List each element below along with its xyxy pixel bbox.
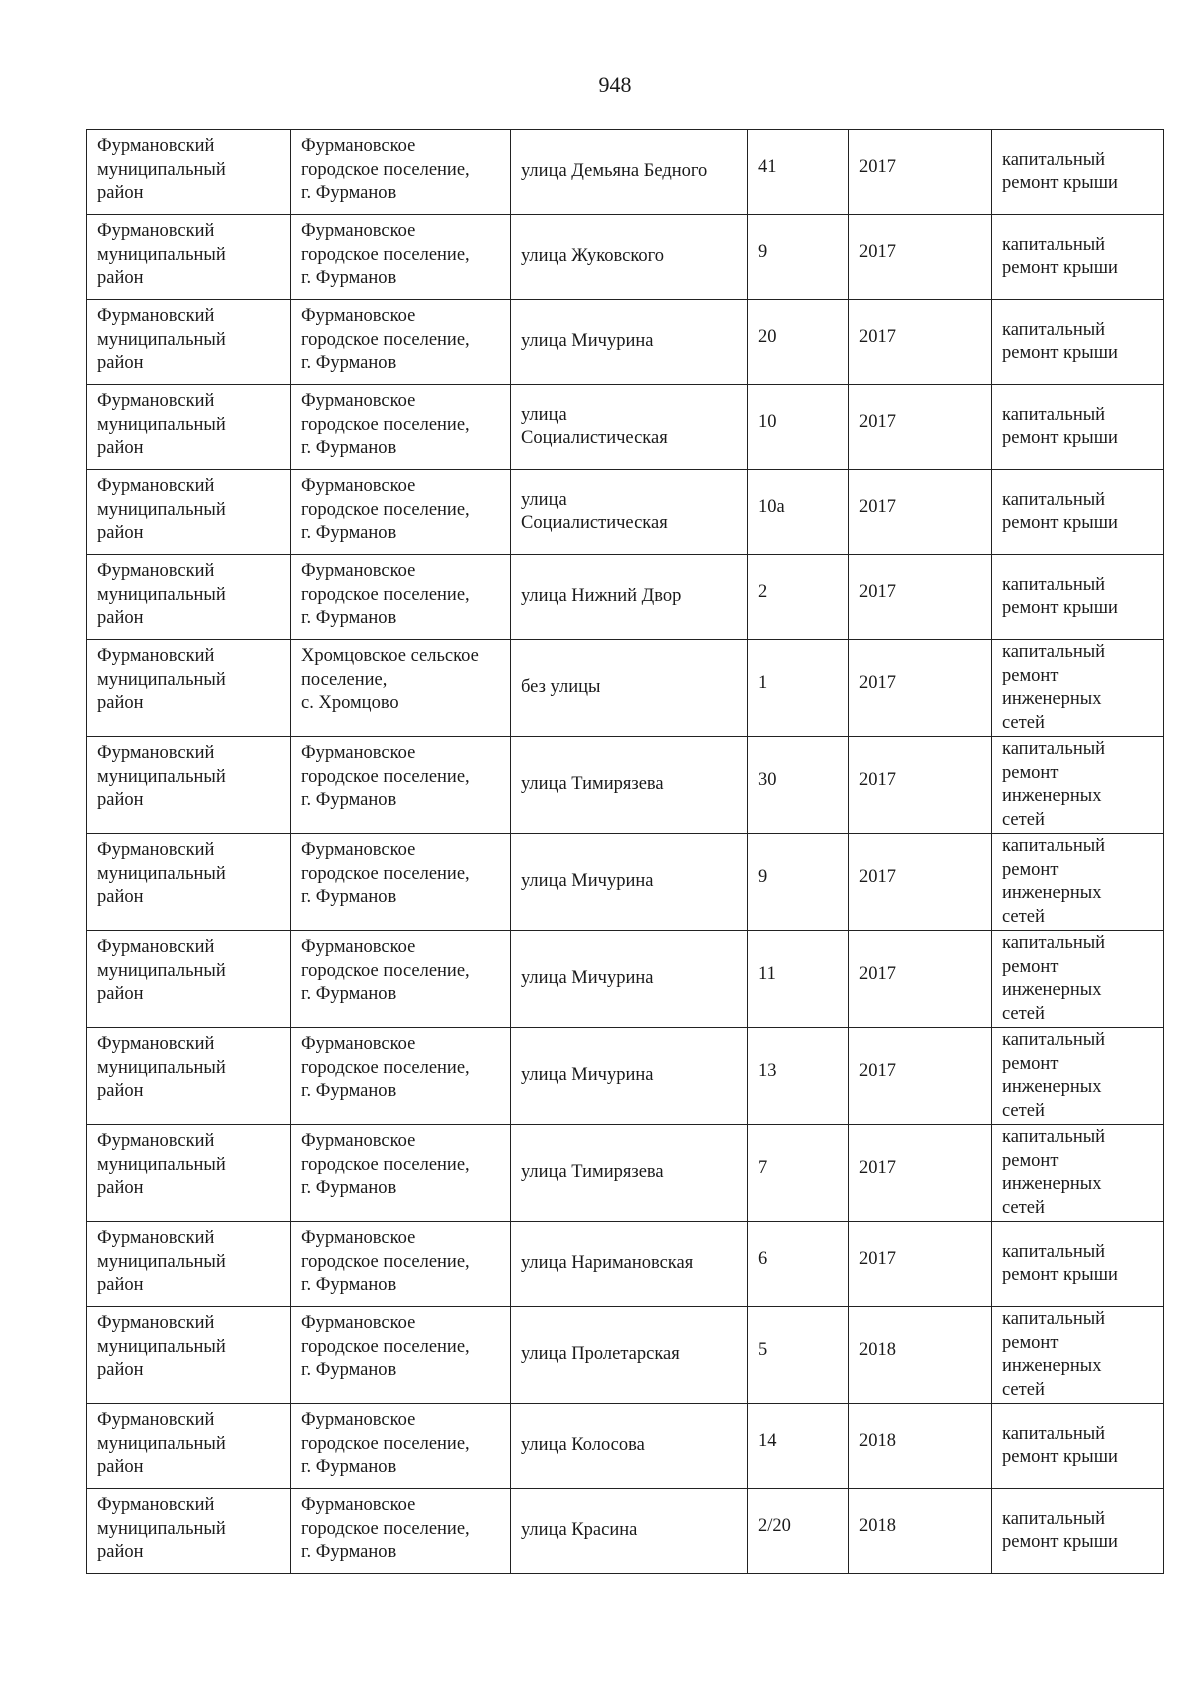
settlement-cell: Хромцовское сельское поселение, с. Хромцово <box>291 640 511 737</box>
table-row <box>87 470 1164 555</box>
district-cell: Фурмановский муниципальный район <box>87 215 291 300</box>
settlement-cell: Фурмановское городское поселение, г. Фурманов <box>291 834 511 931</box>
house-number-cell: 20 <box>748 300 849 385</box>
settlement-cell: Фурмановское городское поселение, г. Фурманов <box>291 1404 511 1489</box>
table-row <box>87 931 1164 1028</box>
work-type-cell: капитальный ремонт крыши <box>992 470 1164 555</box>
district-cell: Фурмановский муниципальный район <box>87 1125 291 1222</box>
page-number: 948 <box>598 72 632 97</box>
settlement-cell: Фурмановское городское поселение, г. Фурманов <box>291 215 511 300</box>
table-row <box>87 130 1164 215</box>
table-row <box>87 300 1164 385</box>
street-cell: улица Мичурина <box>511 300 748 385</box>
settlement-cell: Фурмановское городское поселение, г. Фурманов <box>291 470 511 555</box>
street-cell: улица Нижний Двор <box>511 555 748 640</box>
work-type-cell: капитальный ремонт крыши <box>992 130 1164 215</box>
work-type-cell: капитальный ремонт крыши <box>992 1222 1164 1307</box>
work-type-cell: капитальный ремонт инженерных сетей <box>992 931 1164 1028</box>
district-cell: Фурмановский муниципальный район <box>87 1489 291 1574</box>
year-cell: 2017 <box>849 1028 992 1125</box>
house-number-cell: 41 <box>748 130 849 215</box>
table-row <box>87 1028 1164 1125</box>
table-row <box>87 1307 1164 1404</box>
house-number-cell: 1 <box>748 640 849 737</box>
house-number-cell: 9 <box>748 215 849 300</box>
street-cell: улица Тимирязева <box>511 737 748 834</box>
year-cell: 2018 <box>849 1307 992 1404</box>
table-row <box>87 555 1164 640</box>
work-type-cell: капитальный ремонт инженерных сетей <box>992 640 1164 737</box>
settlement-cell: Фурмановское городское поселение, г. Фурманов <box>291 555 511 640</box>
table-row <box>87 215 1164 300</box>
work-type-cell: капитальный ремонт инженерных сетей <box>992 1307 1164 1404</box>
settlement-cell: Фурмановское городское поселение, г. Фурманов <box>291 1028 511 1125</box>
house-number-cell: 14 <box>748 1404 849 1489</box>
year-cell: 2017 <box>849 130 992 215</box>
district-cell: Фурмановский муниципальный район <box>87 1404 291 1489</box>
house-number-cell: 5 <box>748 1307 849 1404</box>
street-cell: улица Наримановская <box>511 1222 748 1307</box>
house-number-cell: 9 <box>748 834 849 931</box>
house-number-cell: 11 <box>748 931 849 1028</box>
settlement-cell: Фурмановское городское поселение, г. Фурманов <box>291 385 511 470</box>
street-cell: улица Социалистическая <box>511 470 748 555</box>
settlement-cell: Фурмановское городское поселение, г. Фурманов <box>291 1125 511 1222</box>
table-body <box>87 130 1164 1574</box>
year-cell: 2017 <box>849 385 992 470</box>
settlement-cell: Фурмановское городское поселение, г. Фурманов <box>291 1489 511 1574</box>
year-cell: 2017 <box>849 300 992 385</box>
table-row <box>87 1404 1164 1489</box>
work-type-cell: капитальный ремонт крыши <box>992 1489 1164 1574</box>
table-row <box>87 640 1164 737</box>
street-cell: улица Колосова <box>511 1404 748 1489</box>
district-cell: Фурмановский муниципальный район <box>87 834 291 931</box>
district-cell: Фурмановский муниципальный район <box>87 1222 291 1307</box>
work-type-cell: капитальный ремонт крыши <box>992 385 1164 470</box>
district-cell: Фурмановский муниципальный район <box>87 931 291 1028</box>
district-cell: Фурмановский муниципальный район <box>87 130 291 215</box>
street-cell: улица Тимирязева <box>511 1125 748 1222</box>
district-cell: Фурмановский муниципальный район <box>87 737 291 834</box>
year-cell: 2017 <box>849 555 992 640</box>
work-type-cell: капитальный ремонт инженерных сетей <box>992 1028 1164 1125</box>
house-number-cell: 13 <box>748 1028 849 1125</box>
street-cell: улица Социалистическая <box>511 385 748 470</box>
house-number-cell: 10а <box>748 470 849 555</box>
settlement-cell: Фурмановское городское поселение, г. Фурманов <box>291 737 511 834</box>
street-cell: улица Жуковского <box>511 215 748 300</box>
street-cell: улица Мичурина <box>511 931 748 1028</box>
year-cell: 2017 <box>849 215 992 300</box>
table-row <box>87 1125 1164 1222</box>
district-cell: Фурмановский муниципальный район <box>87 470 291 555</box>
work-type-cell: капитальный ремонт инженерных сетей <box>992 834 1164 931</box>
repair-schedule-table <box>86 129 1164 1574</box>
work-type-cell: капитальный ремонт инженерных сетей <box>992 737 1164 834</box>
table-row <box>87 1489 1164 1574</box>
settlement-cell: Фурмановское городское поселение, г. Фурманов <box>291 1222 511 1307</box>
table-row <box>87 834 1164 931</box>
settlement-cell: Фурмановское городское поселение, г. Фурманов <box>291 931 511 1028</box>
settlement-cell: Фурмановское городское поселение, г. Фурманов <box>291 300 511 385</box>
house-number-cell: 2 <box>748 555 849 640</box>
street-cell: улица Мичурина <box>511 834 748 931</box>
year-cell: 2018 <box>849 1404 992 1489</box>
district-cell: Фурмановский муниципальный район <box>87 300 291 385</box>
table-row <box>87 385 1164 470</box>
work-type-cell: капитальный ремонт инженерных сетей <box>992 1125 1164 1222</box>
district-cell: Фурмановский муниципальный район <box>87 640 291 737</box>
street-cell: улица Красина <box>511 1489 748 1574</box>
district-cell: Фурмановский муниципальный район <box>87 555 291 640</box>
year-cell: 2017 <box>849 834 992 931</box>
year-cell: 2017 <box>849 470 992 555</box>
table-row <box>87 1222 1164 1307</box>
work-type-cell: капитальный ремонт крыши <box>992 300 1164 385</box>
year-cell: 2017 <box>849 640 992 737</box>
district-cell: Фурмановский муниципальный район <box>87 385 291 470</box>
street-cell: улица Демьяна Бедного <box>511 130 748 215</box>
house-number-cell: 30 <box>748 737 849 834</box>
house-number-cell: 6 <box>748 1222 849 1307</box>
work-type-cell: капитальный ремонт крыши <box>992 555 1164 640</box>
house-number-cell: 7 <box>748 1125 849 1222</box>
year-cell: 2018 <box>849 1489 992 1574</box>
table-row <box>87 737 1164 834</box>
settlement-cell: Фурмановское городское поселение, г. Фурманов <box>291 130 511 215</box>
house-number-cell: 10 <box>748 385 849 470</box>
settlement-cell: Фурмановское городское поселение, г. Фурманов <box>291 1307 511 1404</box>
year-cell: 2017 <box>849 1125 992 1222</box>
district-cell: Фурмановский муниципальный район <box>87 1028 291 1125</box>
street-cell: улица Мичурина <box>511 1028 748 1125</box>
work-type-cell: капитальный ремонт крыши <box>992 1404 1164 1489</box>
house-number-cell: 2/20 <box>748 1489 849 1574</box>
work-type-cell: капитальный ремонт крыши <box>992 215 1164 300</box>
street-cell: без улицы <box>511 640 748 737</box>
year-cell: 2017 <box>849 1222 992 1307</box>
year-cell: 2017 <box>849 737 992 834</box>
year-cell: 2017 <box>849 931 992 1028</box>
district-cell: Фурмановский муниципальный район <box>87 1307 291 1404</box>
street-cell: улица Пролетарская <box>511 1307 748 1404</box>
